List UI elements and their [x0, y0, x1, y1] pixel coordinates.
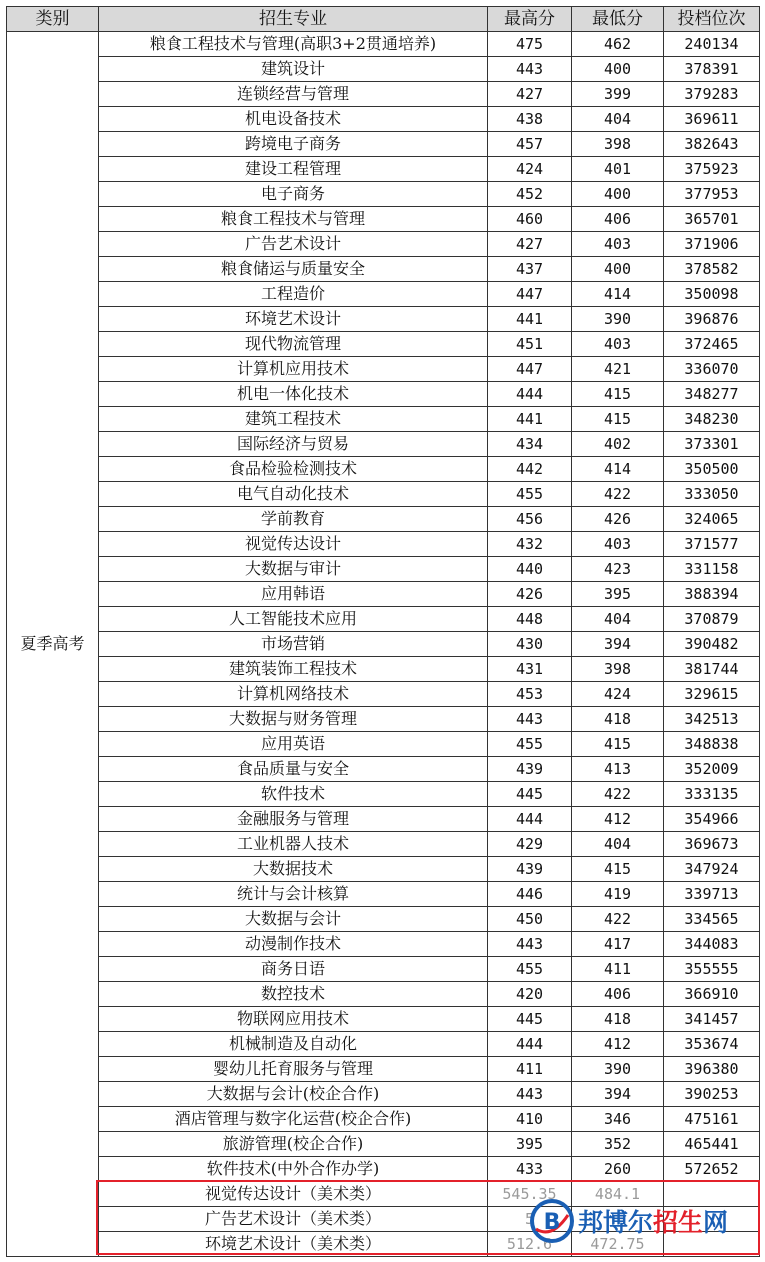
table-row [7, 57, 760, 82]
major-cell: 食品质量与安全 [99, 757, 488, 782]
min-score-cell: 394 [572, 632, 664, 657]
major-cell: 广告艺术设计 [99, 232, 488, 257]
major-cell: 连锁经营与管理 [99, 82, 488, 107]
major-cell: 旅游管理(校企合作) [99, 1132, 488, 1157]
rank-cell: 370879 [664, 607, 760, 632]
max-score-cell: 431 [488, 657, 572, 682]
table-row [7, 457, 760, 482]
major-cell: 食品检验检测技术 [99, 457, 488, 482]
table-row [7, 407, 760, 432]
max-score-cell: 427 [488, 232, 572, 257]
max-score-cell: 446 [488, 882, 572, 907]
min-score-cell: 423 [572, 557, 664, 582]
rank-cell: 371577 [664, 532, 760, 557]
min-score-cell: 415 [572, 732, 664, 757]
min-score-cell: 414 [572, 282, 664, 307]
major-cell: 粮食储运与质量安全 [99, 257, 488, 282]
major-cell: 大数据与会计(校企合作) [99, 1082, 488, 1107]
watermark-text-part3: 网 [703, 1208, 729, 1237]
rank-cell: 348838 [664, 732, 760, 757]
min-score-cell: 400 [572, 57, 664, 82]
rank-cell: 350098 [664, 282, 760, 307]
min-score-cell: 424 [572, 682, 664, 707]
major-cell: 应用英语 [99, 732, 488, 757]
min-score-cell: 398 [572, 132, 664, 157]
major-cell: 大数据与审计 [99, 557, 488, 582]
min-score-cell: 406 [572, 207, 664, 232]
major-cell: 物联网应用技术 [99, 1007, 488, 1032]
max-score-cell: 455 [488, 732, 572, 757]
table-row [7, 732, 760, 757]
max-score-cell: 445 [488, 782, 572, 807]
min-score-cell: 484.1 [572, 1182, 664, 1207]
rank-cell: 347924 [664, 857, 760, 882]
min-score-cell: 422 [572, 907, 664, 932]
major-cell: 工程造价 [99, 282, 488, 307]
rank-cell: 379283 [664, 82, 760, 107]
table-row [7, 357, 760, 382]
max-score-cell: 429 [488, 832, 572, 857]
max-score-cell: 420 [488, 982, 572, 1007]
rank-cell: 355555 [664, 957, 760, 982]
rank-cell: 341457 [664, 1007, 760, 1032]
major-cell: 机械制造及自动化 [99, 1032, 488, 1057]
max-score-cell: 443 [488, 57, 572, 82]
major-cell: 工业机器人技术 [99, 832, 488, 857]
table-row [7, 482, 760, 507]
max-score-cell: 452 [488, 182, 572, 207]
max-score-cell: 424 [488, 157, 572, 182]
table-row [7, 257, 760, 282]
min-score-cell: 422 [572, 482, 664, 507]
table-row [7, 82, 760, 107]
rank-cell: 334565 [664, 907, 760, 932]
max-score-cell: 439 [488, 757, 572, 782]
major-cell: 商务日语 [99, 957, 488, 982]
watermark-text-part2: 招生 [653, 1208, 704, 1237]
major-cell: 大数据与财务管理 [99, 707, 488, 732]
max-score-cell: 5 [488, 1207, 572, 1232]
rank-cell: 373301 [664, 432, 760, 457]
major-cell: 统计与会计核算 [99, 882, 488, 907]
major-cell: 计算机网络技术 [99, 682, 488, 707]
max-score-cell: 443 [488, 1082, 572, 1107]
min-score-cell: 406 [572, 982, 664, 1007]
major-cell: 大数据与会计 [99, 907, 488, 932]
major-cell: 应用韩语 [99, 582, 488, 607]
table-row [7, 957, 760, 982]
rank-cell [664, 1182, 760, 1207]
major-cell: 电气自动化技术 [99, 482, 488, 507]
max-score-cell: 457 [488, 132, 572, 157]
major-cell: 视觉传达设计 [99, 532, 488, 557]
table-row [7, 1082, 760, 1107]
min-score-cell: 394 [572, 1082, 664, 1107]
major-cell: 机电设备技术 [99, 107, 488, 132]
rank-cell: 390253 [664, 1082, 760, 1107]
rank-cell [664, 1232, 760, 1257]
table-row [7, 507, 760, 532]
table-row [7, 1182, 760, 1207]
max-score-cell: 440 [488, 557, 572, 582]
table-row [7, 307, 760, 332]
rank-cell: 366910 [664, 982, 760, 1007]
header-row [7, 7, 760, 32]
max-score-cell: 453 [488, 682, 572, 707]
max-score-cell: 455 [488, 482, 572, 507]
major-cell: 软件技术 [99, 782, 488, 807]
max-score-cell: 441 [488, 307, 572, 332]
min-score-cell: 422 [572, 782, 664, 807]
table-row [7, 32, 760, 57]
rank-cell: 339713 [664, 882, 760, 907]
rank-cell: 377953 [664, 182, 760, 207]
major-cell: 人工智能技术应用 [99, 607, 488, 632]
header-major: 招生专业 [99, 7, 488, 32]
min-score-cell: 472.75 [572, 1232, 664, 1257]
min-score-cell: 404 [572, 107, 664, 132]
major-cell: 建筑装饰工程技术 [99, 657, 488, 682]
max-score-cell: 438 [488, 107, 572, 132]
max-score-cell: 441 [488, 407, 572, 432]
min-score-cell: 414 [572, 457, 664, 482]
min-score-cell: 395 [572, 582, 664, 607]
max-score-cell: 447 [488, 357, 572, 382]
rank-cell: 354966 [664, 807, 760, 832]
header-max-score: 最高分 [488, 7, 572, 32]
min-score-cell: 346 [572, 1107, 664, 1132]
major-cell: 环境艺术设计（美术类） [99, 1232, 488, 1257]
min-score-cell: 398 [572, 657, 664, 682]
rank-cell: 348277 [664, 382, 760, 407]
max-score-cell: 432 [488, 532, 572, 557]
min-score-cell: 403 [572, 232, 664, 257]
min-score-cell: 415 [572, 382, 664, 407]
table-row [7, 1132, 760, 1157]
table-row [7, 432, 760, 457]
rank-cell: 369673 [664, 832, 760, 857]
table-row [7, 832, 760, 857]
min-score-cell: 415 [572, 407, 664, 432]
watermark-logo-letter: B [543, 1210, 561, 1235]
rank-cell: 396380 [664, 1057, 760, 1082]
major-cell: 电子商务 [99, 182, 488, 207]
major-cell: 视觉传达设计（美术类） [99, 1182, 488, 1207]
major-cell: 建筑工程技术 [99, 407, 488, 432]
max-score-cell: 433 [488, 1157, 572, 1182]
header-min-score: 最低分 [572, 7, 664, 32]
max-score-cell: 439 [488, 857, 572, 882]
major-cell: 大数据技术 [99, 857, 488, 882]
max-score-cell: 443 [488, 932, 572, 957]
major-cell: 动漫制作技术 [99, 932, 488, 957]
min-score-cell: 260 [572, 1157, 664, 1182]
rank-cell: 382643 [664, 132, 760, 157]
max-score-cell: 395 [488, 1132, 572, 1157]
min-score-cell: 411 [572, 957, 664, 982]
table-row [7, 1107, 760, 1132]
major-cell: 酒店管理与数字化运营(校企合作) [99, 1107, 488, 1132]
table-row [7, 282, 760, 307]
table-row [7, 882, 760, 907]
max-score-cell: 460 [488, 207, 572, 232]
rank-cell: 344083 [664, 932, 760, 957]
rank-cell: 342513 [664, 707, 760, 732]
min-score-cell: 418 [572, 1007, 664, 1032]
rank-cell: 333135 [664, 782, 760, 807]
max-score-cell: 430 [488, 632, 572, 657]
max-score-cell: 444 [488, 382, 572, 407]
rank-cell: 240134 [664, 32, 760, 57]
table-row [7, 107, 760, 132]
table-row [7, 782, 760, 807]
table-row [7, 532, 760, 557]
table-row [7, 332, 760, 357]
table-row [7, 1157, 760, 1182]
min-score-cell: 412 [572, 1032, 664, 1057]
max-score-cell: 450 [488, 907, 572, 932]
table-row [7, 1007, 760, 1032]
min-score-cell [572, 1207, 664, 1232]
major-cell: 市场营销 [99, 632, 488, 657]
table-row [7, 707, 760, 732]
rank-cell: 348230 [664, 407, 760, 432]
table-row [7, 932, 760, 957]
min-score-cell: 390 [572, 307, 664, 332]
min-score-cell: 412 [572, 807, 664, 832]
rank-cell: 371906 [664, 232, 760, 257]
rank-cell: 475161 [664, 1107, 760, 1132]
header-rank: 投档位次 [664, 7, 760, 32]
max-score-cell: 411 [488, 1057, 572, 1082]
major-cell: 环境艺术设计 [99, 307, 488, 332]
header-category: 类别 [7, 7, 99, 32]
min-score-cell: 352 [572, 1132, 664, 1157]
min-score-cell: 415 [572, 857, 664, 882]
major-cell: 学前教育 [99, 507, 488, 532]
rank-cell: 369611 [664, 107, 760, 132]
table-row [7, 1207, 760, 1232]
max-score-cell: 410 [488, 1107, 572, 1132]
max-score-cell: 456 [488, 507, 572, 532]
min-score-cell: 417 [572, 932, 664, 957]
table-row [7, 232, 760, 257]
max-score-cell: 426 [488, 582, 572, 607]
table-row [7, 557, 760, 582]
min-score-cell: 403 [572, 532, 664, 557]
rank-cell: 396876 [664, 307, 760, 332]
min-score-cell: 400 [572, 257, 664, 282]
major-cell: 婴幼儿托育服务与管理 [99, 1057, 488, 1082]
table-row [7, 207, 760, 232]
table-row [7, 582, 760, 607]
rank-cell: 375923 [664, 157, 760, 182]
major-cell: 计算机应用技术 [99, 357, 488, 382]
table-row [7, 1232, 760, 1257]
table-row [7, 807, 760, 832]
table-row [7, 857, 760, 882]
table-row [7, 632, 760, 657]
min-score-cell: 413 [572, 757, 664, 782]
min-score-cell: 403 [572, 332, 664, 357]
rank-cell: 336070 [664, 357, 760, 382]
rank-cell: 378391 [664, 57, 760, 82]
min-score-cell: 419 [572, 882, 664, 907]
table-row [7, 757, 760, 782]
major-cell: 数控技术 [99, 982, 488, 1007]
watermark-text-part1: 邦博尔 [578, 1208, 654, 1237]
admission-score-table [6, 6, 760, 1257]
table-row [7, 682, 760, 707]
table-row [7, 382, 760, 407]
category-cell: 夏季高考 [7, 32, 99, 1257]
rank-cell: 365701 [664, 207, 760, 232]
max-score-cell: 475 [488, 32, 572, 57]
max-score-cell: 427 [488, 82, 572, 107]
rank-cell: 331158 [664, 557, 760, 582]
min-score-cell: 400 [572, 182, 664, 207]
rank-cell: 329615 [664, 682, 760, 707]
rank-cell: 324065 [664, 507, 760, 532]
max-score-cell: 512.6 [488, 1232, 572, 1257]
rank-cell: 372465 [664, 332, 760, 357]
max-score-cell: 437 [488, 257, 572, 282]
rank-cell: 353674 [664, 1032, 760, 1057]
major-cell: 机电一体化技术 [99, 382, 488, 407]
max-score-cell: 434 [488, 432, 572, 457]
major-cell: 建设工程管理 [99, 157, 488, 182]
table-row [7, 982, 760, 1007]
major-cell: 跨境电子商务 [99, 132, 488, 157]
min-score-cell: 462 [572, 32, 664, 57]
major-cell: 建筑设计 [99, 57, 488, 82]
table-row [7, 157, 760, 182]
rank-cell: 465441 [664, 1132, 760, 1157]
major-cell: 金融服务与管理 [99, 807, 488, 832]
table-row [7, 907, 760, 932]
min-score-cell: 418 [572, 707, 664, 732]
major-cell: 粮食工程技术与管理 [99, 207, 488, 232]
max-score-cell: 448 [488, 607, 572, 632]
major-cell: 现代物流管理 [99, 332, 488, 357]
table-row [7, 607, 760, 632]
max-score-cell: 451 [488, 332, 572, 357]
table-row [7, 1032, 760, 1057]
major-cell: 广告艺术设计（美术类） [99, 1207, 488, 1232]
max-score-cell: 444 [488, 1032, 572, 1057]
rank-cell [664, 1207, 760, 1232]
rank-cell: 352009 [664, 757, 760, 782]
min-score-cell: 399 [572, 82, 664, 107]
rank-cell: 350500 [664, 457, 760, 482]
table-row [7, 1057, 760, 1082]
max-score-cell: 442 [488, 457, 572, 482]
table-row [7, 182, 760, 207]
min-score-cell: 390 [572, 1057, 664, 1082]
rank-cell: 572652 [664, 1157, 760, 1182]
major-cell: 粮食工程技术与管理(高职3+2贯通培养) [99, 32, 488, 57]
min-score-cell: 426 [572, 507, 664, 532]
max-score-cell: 545.35 [488, 1182, 572, 1207]
rank-cell: 378582 [664, 257, 760, 282]
max-score-cell: 444 [488, 807, 572, 832]
rank-cell: 381744 [664, 657, 760, 682]
major-cell: 国际经济与贸易 [99, 432, 488, 457]
min-score-cell: 421 [572, 357, 664, 382]
rank-cell: 390482 [664, 632, 760, 657]
max-score-cell: 445 [488, 1007, 572, 1032]
table-body [7, 32, 760, 1257]
min-score-cell: 402 [572, 432, 664, 457]
rank-cell: 388394 [664, 582, 760, 607]
table-row [7, 657, 760, 682]
max-score-cell: 455 [488, 957, 572, 982]
table-row [7, 132, 760, 157]
max-score-cell: 447 [488, 282, 572, 307]
min-score-cell: 401 [572, 157, 664, 182]
major-cell: 软件技术(中外合作办学) [99, 1157, 488, 1182]
rank-cell: 333050 [664, 482, 760, 507]
max-score-cell: 443 [488, 707, 572, 732]
min-score-cell: 404 [572, 607, 664, 632]
min-score-cell: 404 [572, 832, 664, 857]
